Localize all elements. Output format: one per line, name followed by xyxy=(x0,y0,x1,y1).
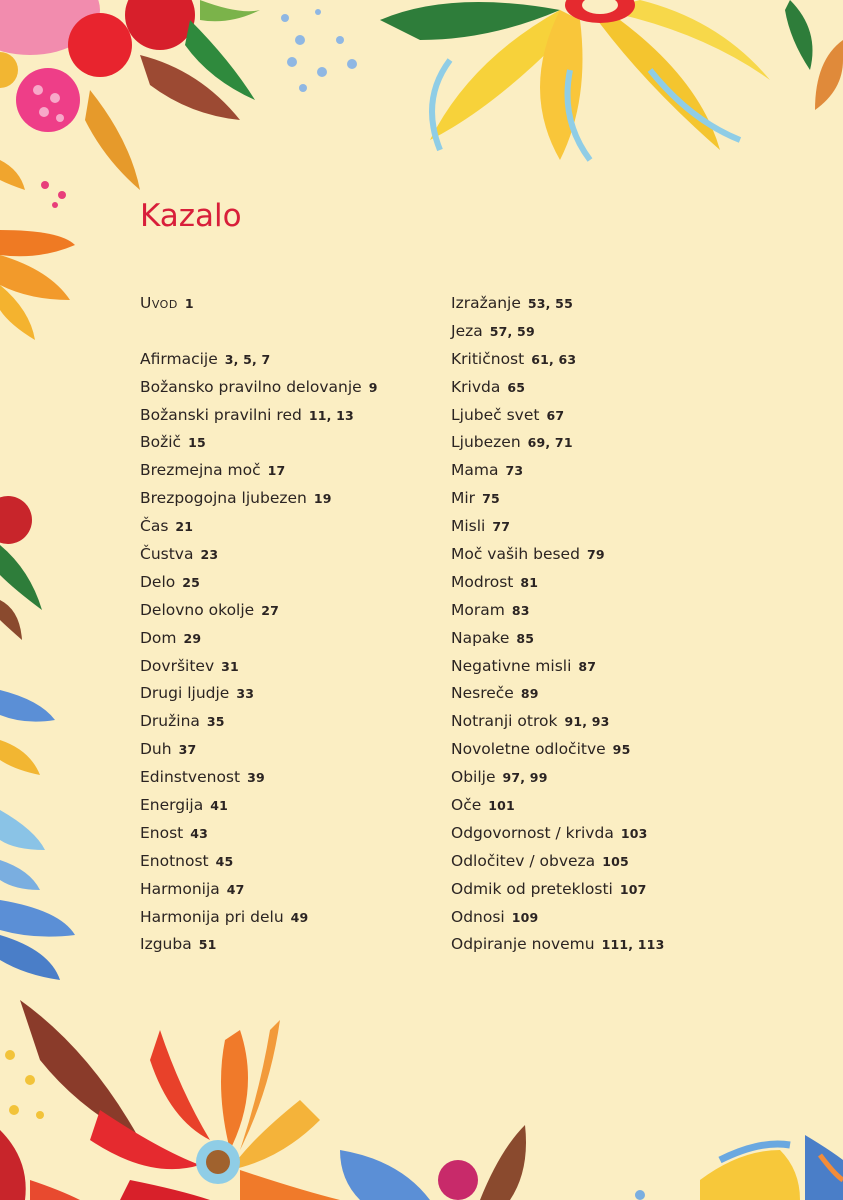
index-entry xyxy=(140,541,378,569)
index-pages: 11, 13 xyxy=(308,407,354,423)
index-term: Oče xyxy=(451,796,482,815)
index-entry xyxy=(140,346,378,374)
index-pages: 87 xyxy=(578,658,597,674)
index-term: Novoletne odločitve xyxy=(451,740,606,759)
index-pages: 103 xyxy=(620,825,648,841)
index-term: Uvod xyxy=(140,294,178,312)
index-term: Edinstvenost xyxy=(140,768,241,787)
index-list-right xyxy=(451,290,664,959)
index-pages: 65 xyxy=(507,379,526,395)
index-entry xyxy=(451,764,664,792)
index-list-left xyxy=(140,346,378,960)
index-term: Moč vaših besed xyxy=(451,545,580,564)
index-term: Napake xyxy=(451,628,510,647)
spacer xyxy=(140,318,378,346)
index-term: Odmik od preteklosti xyxy=(451,879,613,898)
index-term: Božič xyxy=(140,433,182,452)
index-pages: 3, 5, 7 xyxy=(224,351,271,367)
index-term: Odgovornost / krivda xyxy=(451,823,614,842)
index-term: Izražanje xyxy=(451,294,521,312)
index-column-left xyxy=(140,290,378,959)
index-pages: 105 xyxy=(602,853,629,869)
index-pages: 101 xyxy=(488,798,515,814)
index-pages: 89 xyxy=(520,686,539,702)
index-entry xyxy=(140,429,378,457)
index-entry xyxy=(451,457,664,485)
index-pages: 77 xyxy=(492,519,511,535)
index-entry xyxy=(451,904,664,932)
index-entry xyxy=(451,569,664,597)
index-entry xyxy=(451,736,664,764)
index-entry xyxy=(140,904,378,932)
index-term: Božanski pravilni red xyxy=(140,405,302,424)
index-pages: 69, 71 xyxy=(527,435,573,451)
index-pages: 23 xyxy=(200,547,219,563)
index-term: Misli xyxy=(451,517,486,536)
index-pages: 31 xyxy=(221,658,239,674)
index-term: Čustva xyxy=(140,545,194,564)
index-pages: 57, 59 xyxy=(489,323,535,339)
index-term: Energija xyxy=(140,796,204,815)
index-entry xyxy=(140,848,378,876)
index-pages: 73 xyxy=(505,463,524,479)
index-entry xyxy=(140,764,378,792)
index-entry xyxy=(451,848,664,876)
index-entry xyxy=(451,792,664,820)
index-pages: 95 xyxy=(612,742,631,758)
index-entry xyxy=(451,346,664,374)
index-pages: 111, 113 xyxy=(601,937,665,953)
index-entry xyxy=(451,625,664,653)
index-pages: 61, 63 xyxy=(531,351,577,367)
index-pages: 75 xyxy=(482,491,500,507)
index-term: Delo xyxy=(140,572,176,591)
index-entry xyxy=(451,318,664,346)
index-entry xyxy=(451,597,664,625)
index-pages: 53, 55 xyxy=(527,296,573,311)
index-pages: 21 xyxy=(175,519,194,535)
index-entry xyxy=(140,402,378,430)
index-term: Moram xyxy=(451,600,505,619)
index-term: Izguba xyxy=(140,935,192,954)
index-pages: 79 xyxy=(586,547,605,563)
index-pages: 41 xyxy=(210,798,229,814)
index-term: Afirmacije xyxy=(140,349,218,368)
index-entry xyxy=(451,513,664,541)
index-pages: 109 xyxy=(511,909,539,925)
index-term: Drugi ljudje xyxy=(140,684,230,703)
index-pages: 97, 99 xyxy=(502,770,548,786)
index-term: Duh xyxy=(140,740,172,759)
index-entry xyxy=(451,708,664,736)
flower-bottom-right-icon xyxy=(340,1125,843,1200)
index-pages: 107 xyxy=(619,881,647,897)
index-entry xyxy=(451,429,664,457)
index-term: Brezpogojna ljubezen xyxy=(140,489,307,508)
index-term: Harmonija xyxy=(140,879,220,898)
index-term: Čas xyxy=(140,517,169,536)
index-column-right xyxy=(451,290,664,959)
index-term: Družina xyxy=(140,712,200,731)
index-entry xyxy=(140,736,378,764)
index-entry xyxy=(140,374,378,402)
index-pages: 35 xyxy=(206,714,225,730)
index-term: Odpiranje novemu xyxy=(451,935,595,954)
index-pages: 49 xyxy=(290,909,309,925)
index-entry xyxy=(140,485,378,513)
index-term: Negativne misli xyxy=(451,656,572,675)
index-term: Dovršitev xyxy=(140,656,215,675)
index-term: Enost xyxy=(140,823,184,842)
index-pages: 25 xyxy=(182,574,201,590)
index-term: Mir xyxy=(451,489,476,508)
index-entry-intro xyxy=(140,290,378,318)
index-pages: 67 xyxy=(546,407,565,423)
index-entry xyxy=(140,653,378,681)
index-entry xyxy=(140,708,378,736)
index-term: Ljubezen xyxy=(451,433,521,452)
index-term: Modrost xyxy=(451,572,514,591)
index-term: Odnosi xyxy=(451,907,505,926)
index-entry xyxy=(140,597,378,625)
page-title: Kazalo xyxy=(140,198,242,234)
index-pages: 19 xyxy=(313,491,332,507)
index-pages: 85 xyxy=(516,630,535,646)
index-pages: 37 xyxy=(178,742,197,758)
index-entry xyxy=(451,876,664,904)
index-pages: 47 xyxy=(226,881,245,897)
index-term: Odločitev / obveza xyxy=(451,851,596,870)
index-entry xyxy=(140,876,378,904)
index-pages: 1 xyxy=(184,296,194,311)
index-term: Brezmejna moč xyxy=(140,461,261,480)
index-entry xyxy=(140,820,378,848)
flower-left-mid-icon xyxy=(0,496,55,850)
index-pages: 91, 93 xyxy=(564,714,610,730)
index-term: Delovno okolje xyxy=(140,600,255,619)
index-entry xyxy=(451,653,664,681)
index-term: Mama xyxy=(451,461,499,480)
flower-top-left-icon xyxy=(0,0,260,190)
index-term: Obilje xyxy=(451,768,496,787)
index-entry xyxy=(451,820,664,848)
index-pages: 81 xyxy=(520,574,539,590)
index-entry xyxy=(140,680,378,708)
index-entry xyxy=(451,485,664,513)
index-entry xyxy=(451,680,664,708)
index-pages: 43 xyxy=(190,825,209,841)
index-term: Nesreče xyxy=(451,684,514,703)
index-entry xyxy=(451,402,664,430)
index-term: Notranji otrok xyxy=(451,712,558,731)
index-term: Božansko pravilno delovanje xyxy=(140,377,362,396)
index-entry xyxy=(140,931,378,959)
flower-bottom-left-icon xyxy=(0,1000,340,1200)
index-term: Kritičnost xyxy=(451,349,525,368)
index-pages: 39 xyxy=(247,770,265,786)
index-pages: 27 xyxy=(261,602,280,618)
index-pages: 9 xyxy=(368,379,378,395)
index-term: Dom xyxy=(140,628,177,647)
flower-left-blue-icon xyxy=(0,860,75,980)
index-term: Harmonija pri delu xyxy=(140,907,284,926)
index-entry xyxy=(140,569,378,597)
flower-top-right-icon xyxy=(380,0,843,160)
index-pages: 29 xyxy=(183,630,202,646)
flower-left-orange-icon xyxy=(0,160,75,340)
index-term: Krivda xyxy=(451,377,501,396)
index-term: Enotnost xyxy=(140,851,209,870)
index-pages: 45 xyxy=(215,853,234,869)
index-pages: 33 xyxy=(236,686,255,702)
index-entry xyxy=(451,931,664,959)
index-pages: 83 xyxy=(511,602,530,618)
index-entry xyxy=(140,792,378,820)
index-entry xyxy=(451,374,664,402)
index-term: Jeza xyxy=(451,321,483,340)
index-entry xyxy=(451,541,664,569)
index-entry xyxy=(451,290,664,318)
index-pages: 51 xyxy=(198,937,217,953)
index-pages: 15 xyxy=(188,435,206,451)
index-term: Ljubeč svet xyxy=(451,405,540,424)
index-entry xyxy=(140,513,378,541)
index-pages: 17 xyxy=(267,463,286,479)
dots-top-icon xyxy=(281,9,357,92)
index-entry xyxy=(140,625,378,653)
index-entry xyxy=(140,457,378,485)
